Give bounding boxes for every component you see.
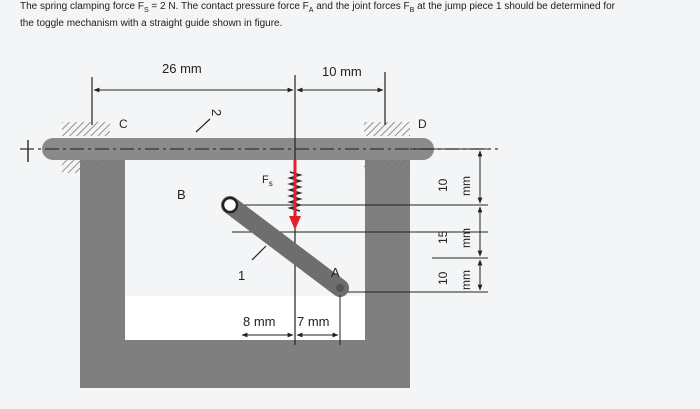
problem-line-1: The spring clamping force $F_S = 2$ N. The contact pressure force $F_A$ and the joint forces $F_B$ at the jump piece 1 should be determined for	[20, 1, 615, 14]
label-2: 2	[209, 109, 224, 117]
dim-right-bot-value: 10	[436, 271, 450, 285]
leader-1	[252, 246, 266, 260]
bearing-d-bottom	[364, 160, 410, 173]
label-fs: $F_s$	[262, 174, 273, 188]
dim-right-mid-value: 15	[436, 230, 450, 244]
label-1: 1	[238, 268, 246, 283]
bearing-c-top	[62, 122, 110, 136]
label-b: B	[177, 187, 186, 202]
dim-right-top-unit: mm	[459, 176, 473, 196]
bearing-d-top	[364, 122, 410, 136]
pin-a	[336, 284, 344, 292]
bearing-c-bottom	[62, 160, 110, 173]
problem-line-2: the toggle mechanism with a straight guide shown in figure.	[20, 18, 283, 29]
lever-1	[230, 205, 340, 288]
label-c: C	[119, 117, 128, 131]
dim-10-label: 10 mm	[322, 64, 362, 79]
label-a: A	[331, 265, 340, 280]
pin-b	[223, 198, 237, 212]
label-d: D	[418, 117, 427, 131]
dim-right-bot-unit: mm	[459, 270, 473, 290]
dim-right-mid-unit: mm	[459, 228, 473, 248]
dim-8-label: 8 mm	[243, 314, 276, 329]
dim-26-label: 26 mm	[162, 61, 202, 76]
dim-right-top-value: 10	[436, 178, 450, 192]
leader-2	[196, 119, 210, 132]
spring-force-arrowhead	[289, 216, 301, 230]
dim-7-label: 7 mm	[297, 314, 330, 329]
